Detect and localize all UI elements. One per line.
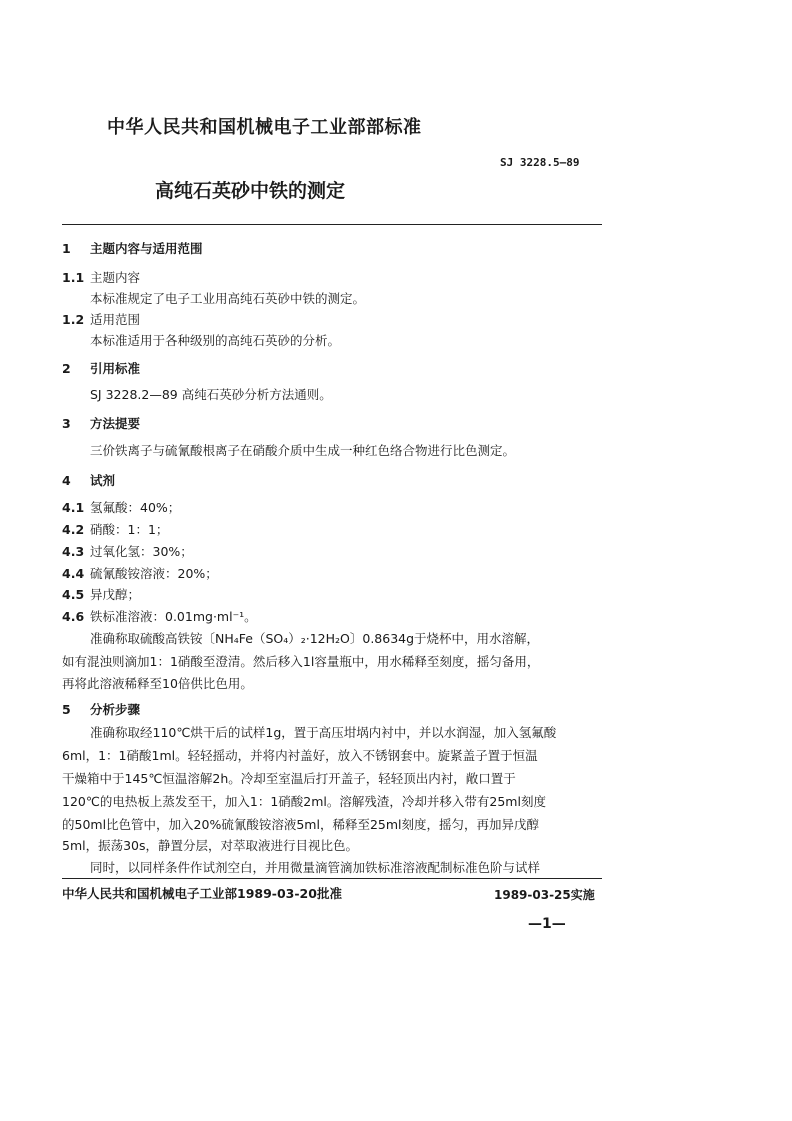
page-number: —1— [528,916,566,932]
approval-text: 中华人民共和国机械电子工业部1989-03-20批准 [62,886,342,901]
section-1-2-heading: 1.2 适用范围 [62,312,141,327]
reagent-item: 4.1 氢氟酸：40%； [62,500,181,515]
reagent-item: 4.3 过氧化氢：30%； [62,544,193,559]
issuer-title: 中华人民共和国机械电子工业部部标准 [107,117,422,138]
section-2-heading: 2 引用标准 [62,361,141,376]
section-3-text: 三价铁离子与硫氰酸根离子在硝酸介质中生成一种红色络合物进行比色测定。 [90,443,516,458]
procedure-line: 干燥箱中于145℃恒温溶解2h。冷却至室温后打开盖子，轻轻顶出内衬，敞口置于 [62,771,516,786]
section-1-heading: 1 主题内容与适用范围 [62,241,203,256]
reagent-item: 4.4 硫氰酸铵溶液：20%； [62,566,218,581]
procedure-line: 5ml，振荡30s，静置分层，对萃取液进行目视比色。 [62,838,359,853]
iron-standard-paragraph-line: 再将此溶液稀释至10倍供比色用。 [62,676,253,691]
header-rule [62,224,602,225]
implementation-date: 1989-03-25实施 [494,888,595,902]
reagent-item: 4.6 铁标准溶液：0.01mg·ml⁻¹。 [62,609,257,624]
procedure-line: 120℃的电热板上蒸发至干，加入1：1硝酸2ml。溶解残渣，冷却并移入带有25ml刻度 [62,794,546,809]
reagent-item: 4.5 异戊醇； [62,587,141,602]
section-1-1-text: 本标准规定了电子工业用高纯石英砂中铁的测定。 [90,291,366,306]
reagent-item: 4.2 硝酸：1：1； [62,522,169,537]
document-title: 高纯石英砂中铁的测定 [155,180,346,202]
procedure-line: 6ml，1：1硝酸1ml。轻轻摇动，并将内衬盖好，放入不锈钢套中。旋紧盖子置于恒温 [62,748,538,763]
section-5-heading: 5 分析步骤 [62,702,141,717]
section-2-text: SJ 3228.2—89 高纯石英砂分析方法通则。 [90,387,332,402]
procedure-line: 准确称取经110℃烘干后的试样1g，置于高压坩埚内衬中，并以水润湿，加入氢氟酸 [90,725,557,740]
procedure-line: 的50ml比色管中，加入20%硫氰酸铵溶液5ml，稀释至25ml刻度，摇匀，再加异戊醇 [62,817,539,832]
section-1-1-heading: 1.1 主题内容 [62,270,141,285]
section-4-heading: 4 试剂 [62,473,116,488]
iron-standard-paragraph-line: 如有混浊则滴加1：1硝酸至澄清。然后移入1l容量瓶中，用水稀释至刻度，摇匀备用， [62,654,540,669]
standard-number: SJ 3228.5—89 [500,156,580,169]
section-1-2-text: 本标准适用于各种级别的高纯石英砂的分析。 [90,333,341,348]
footer-rule [62,878,602,879]
iron-standard-paragraph-line: 准确称取硫酸高铁铵〔NH₄Fe（SO₄）₂·12H₂O〕0.8634g于烧杯中，用水溶解， [90,631,540,646]
procedure-line: 同时，以同样条件作试剂空白，并用微量滴管滴加铁标准溶液配制标准色阶与试样 [90,860,541,875]
section-3-heading: 3 方法提要 [62,416,141,431]
